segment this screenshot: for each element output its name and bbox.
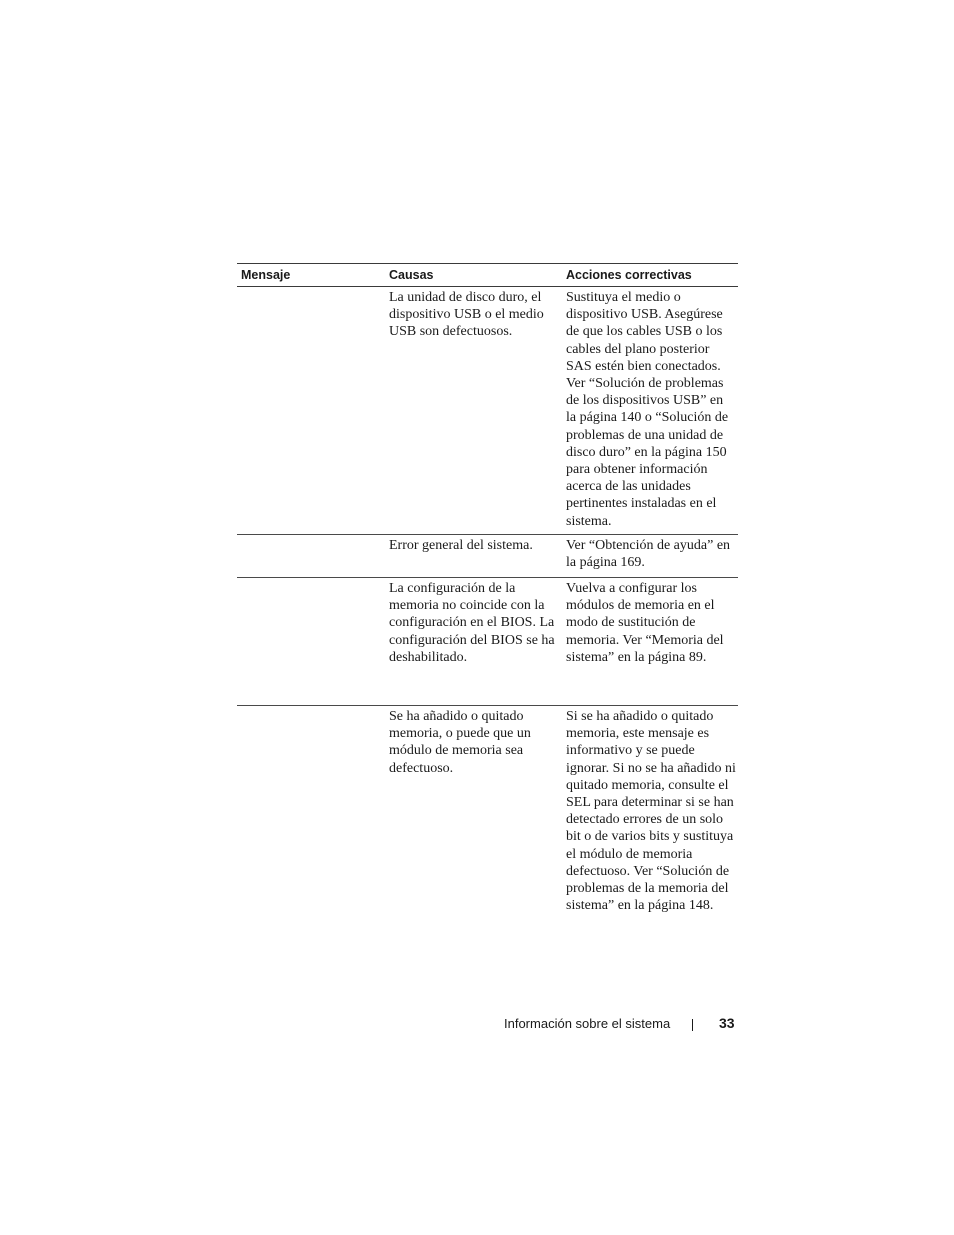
page-footer	[0, 1015, 954, 1035]
cell-mensaje	[237, 578, 385, 705]
troubleshooting-table	[237, 263, 738, 954]
table-row	[237, 706, 738, 954]
cell-mensaje	[237, 535, 385, 577]
cell-causas: Error general del sistema.	[389, 538, 533, 553]
cell-acciones: Ver “Obtención de ayuda” en la página 169.	[566, 538, 731, 571]
header-causas: Causas	[389, 268, 434, 282]
footer-divider	[692, 1019, 693, 1031]
cell-causas: La unidad de disco duro, el dispositivo USB o el medio USB son defectuosos.	[389, 290, 544, 340]
cell-acciones: Si se ha añadido o quitado memoria, este mensaje es informativo y se puede ignorar. Si no se ha añadido ni quitado memoria, consulte el SEL para determinar si se han detectado errores de un solo bit o de varios bits y sustituya el módulo de memoria defectuoso. Ver “Solución de problemas de la memoria del sistema” en la página 148.	[566, 709, 736, 914]
header-acciones: Acciones correctivas	[566, 268, 692, 282]
page-number: 33	[719, 1015, 735, 1031]
cell-mensaje	[237, 287, 385, 534]
cell-acciones: Sustituya el medio o dispositivo USB. Asegúrese de que los cables USB o los cables del plano posterior SAS estén bien conectados. Ver “Solución de problemas de los dispositivos USB” en la página 140 o “Solución de problemas de una unidad de disco duro” en la página 150 para obtener información acerca de las unidades pertinentes instaladas en el sistema.	[566, 290, 729, 529]
table-row	[237, 287, 738, 535]
cell-mensaje	[237, 706, 385, 954]
cell-causas: La configuración de la memoria no coincide con la configuración en el BIOS. La configuración del BIOS se ha deshabilitado.	[389, 581, 555, 665]
footer-section-title: Información sobre el sistema	[504, 1016, 671, 1031]
cell-acciones: Vuelva a configurar los módulos de memoria en el modo de sustitución de memoria. Ver “Memoria del sistema” en la página 89.	[566, 581, 724, 665]
table-row	[237, 535, 738, 578]
header-mensaje: Mensaje	[241, 268, 291, 282]
table-row	[237, 578, 738, 706]
cell-causas: Se ha añadido o quitado memoria, o puede que un módulo de memoria sea defectuoso.	[389, 709, 531, 776]
table-header	[237, 263, 738, 287]
